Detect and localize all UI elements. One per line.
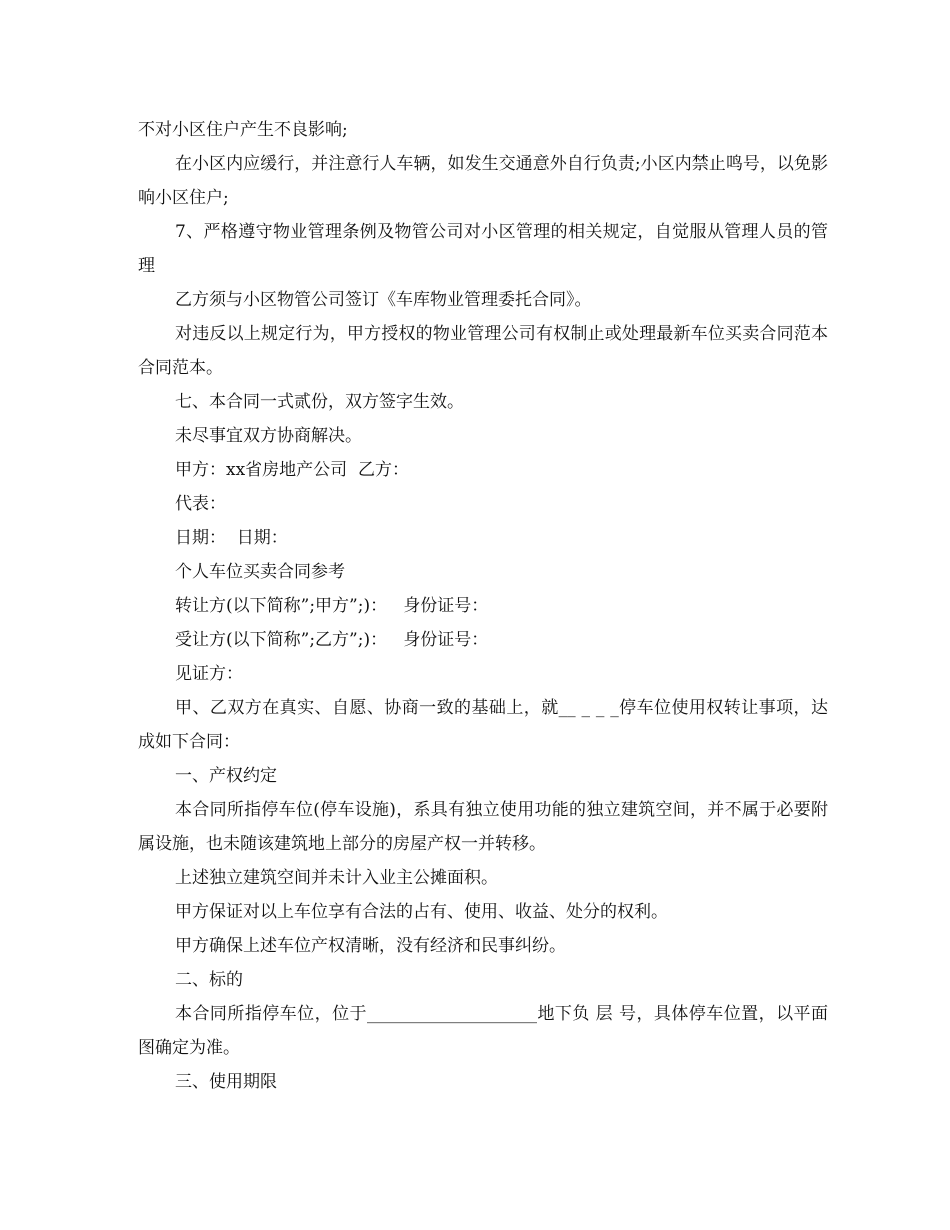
paragraph: 对违反以上规定行为，甲方授权的物业管理公司有权制止或处理最新车位买卖合同范本合同范本。 — [138, 324, 828, 378]
paragraph: 在小区内应缓行，并注意行人车辆，如发生交通意外自行负责;小区内禁止鸣号，以免影响小区住户; — [138, 154, 828, 208]
paragraph: 上述独立建筑空间并未计入业主公摊面积。 — [175, 868, 498, 888]
witness-line: 见证方： — [175, 664, 243, 684]
signature-line-representative: 代表： — [175, 494, 226, 514]
transferor-line: 转让方(以下简称”;甲方”;)： 身份证号： — [175, 596, 489, 616]
transferee-line: 受让方(以下简称”;乙方”;)： 身份证号： — [175, 630, 489, 650]
paragraph: 本合同所指停车位(停车设施)，系具有独立使用功能的独立建筑空间，并不属于必要附属设施，也未随该建筑地上部分的房屋产权一并转移。 — [138, 800, 828, 854]
paragraph: 甲方确保上述车位产权清晰，没有经济和民事纠纷。 — [175, 936, 566, 956]
paragraph: 未尽事宜双方协商解决。 — [175, 426, 362, 446]
section-heading: 一、产权约定 — [175, 766, 277, 786]
paragraph: 甲方保证对以上车位享有合法的占有、使用、收益、处分的权利。 — [175, 902, 668, 922]
paragraph: 甲、乙双方在真实、自愿、协商一致的基础上，就__ _ _ _停车位使用权转让事项，达成如下合同： — [138, 698, 828, 752]
paragraph: 7、严格遵守物业管理条例及物管公司对小区管理的相关规定，自觉服从管理人员的管理 — [138, 222, 828, 276]
signature-line-parties: 甲方：xx省房地产公司 乙方： — [175, 460, 409, 480]
section-heading: 三、使用期限 — [175, 1072, 277, 1092]
paragraph: 不对小区住户产生不良影响; — [138, 120, 348, 140]
signature-line-dates: 日期： 日期： — [175, 528, 288, 548]
section-heading: 二、标的 — [175, 970, 243, 990]
paragraph: 本合同所指停车位，位于____________________地下负 层 号，具体停车位置，以平面图确定为准。 — [138, 1004, 828, 1058]
contract-body — [138, 113, 828, 1099]
paragraph: 乙方须与小区物管公司签订《车库物业管理委托合同》。 — [175, 290, 592, 310]
section-heading: 七、本合同一式贰份，双方签字生效。 — [175, 392, 464, 412]
contract-title: 个人车位买卖合同参考 — [175, 562, 345, 582]
